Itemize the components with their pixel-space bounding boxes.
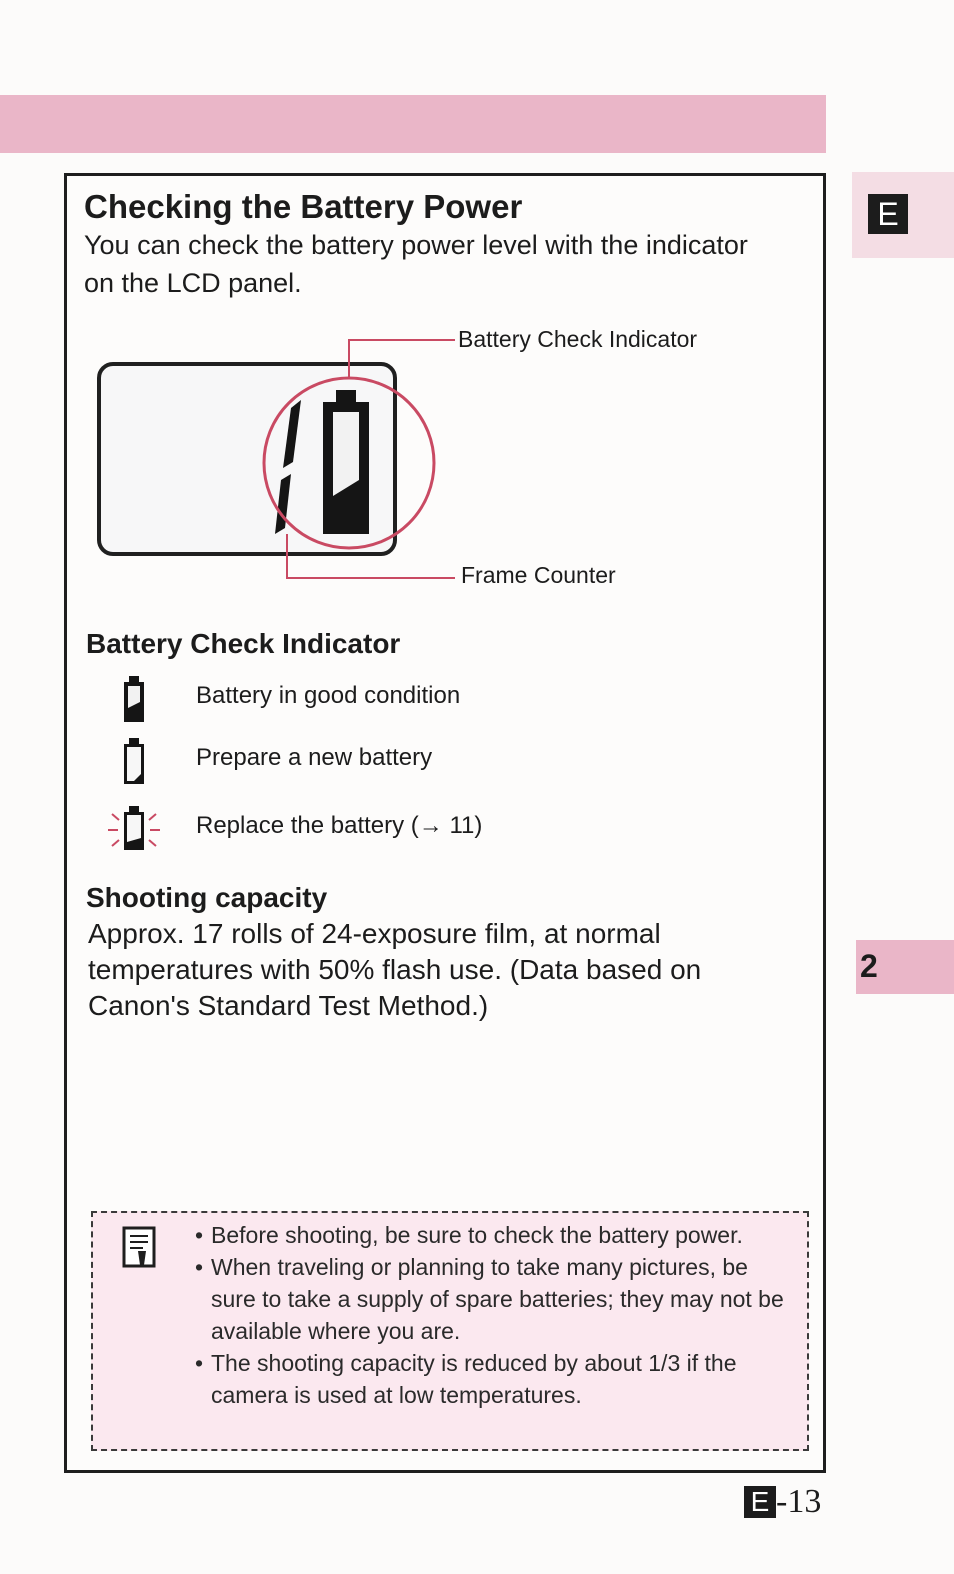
note-list: [193, 1219, 798, 1411]
capacity-text: Approx. 17 rolls of 24-exposure film, at normal temperatures with 50% flash use. (Data based on Canon's Standard Test Method.): [88, 918, 702, 1021]
battery-blinking-icon: [104, 800, 164, 856]
section-tab-letter: E: [868, 194, 908, 234]
intro-text: You can check the battery power level with the indicator on the LCD panel.: [84, 230, 748, 298]
note-box: [91, 1211, 809, 1451]
battery-full-icon: [104, 672, 164, 728]
indicator-item-good: [104, 672, 604, 728]
page-prefix: E: [744, 1486, 776, 1518]
indicator-item-replace: [104, 800, 604, 856]
section-tab: [852, 172, 954, 258]
indicator-text: Battery in good condition: [196, 682, 461, 709]
capacity-heading: Shooting capacity: [86, 882, 328, 913]
indicator-heading: Battery Check Indicator: [86, 628, 401, 659]
battery-low-icon: [104, 734, 164, 790]
lcd-panel-diagram: [95, 330, 455, 600]
battery-terminal: [336, 390, 356, 402]
page-number: [744, 1484, 821, 1520]
page-number-value: -13: [776, 1483, 822, 1520]
indicator-text: Prepare a new battery: [196, 744, 433, 771]
indicator-item-low: [104, 734, 604, 790]
label-frame-counter: Frame Counter: [461, 562, 616, 588]
header-band: [0, 95, 826, 153]
indicator-text: Replace the battery (→ 11): [196, 812, 483, 839]
note-item: • The shooting capacity is reduced by about 1/3 if the camera is used at low temperatures.: [193, 1347, 798, 1411]
page-title: Checking the Battery Power: [84, 188, 523, 225]
chapter-tab-number: 2: [860, 948, 878, 984]
label-battery-check-indicator: Battery Check Indicator: [458, 326, 698, 352]
note-item: • When traveling or planning to take many pictures, be sure to take a supply of spare batteries; they may not be available where you are.: [193, 1251, 798, 1347]
memo-icon: [121, 1225, 157, 1271]
note-item: • Before shooting, be sure to check the battery power.: [193, 1219, 798, 1251]
chapter-tab: [856, 940, 954, 994]
